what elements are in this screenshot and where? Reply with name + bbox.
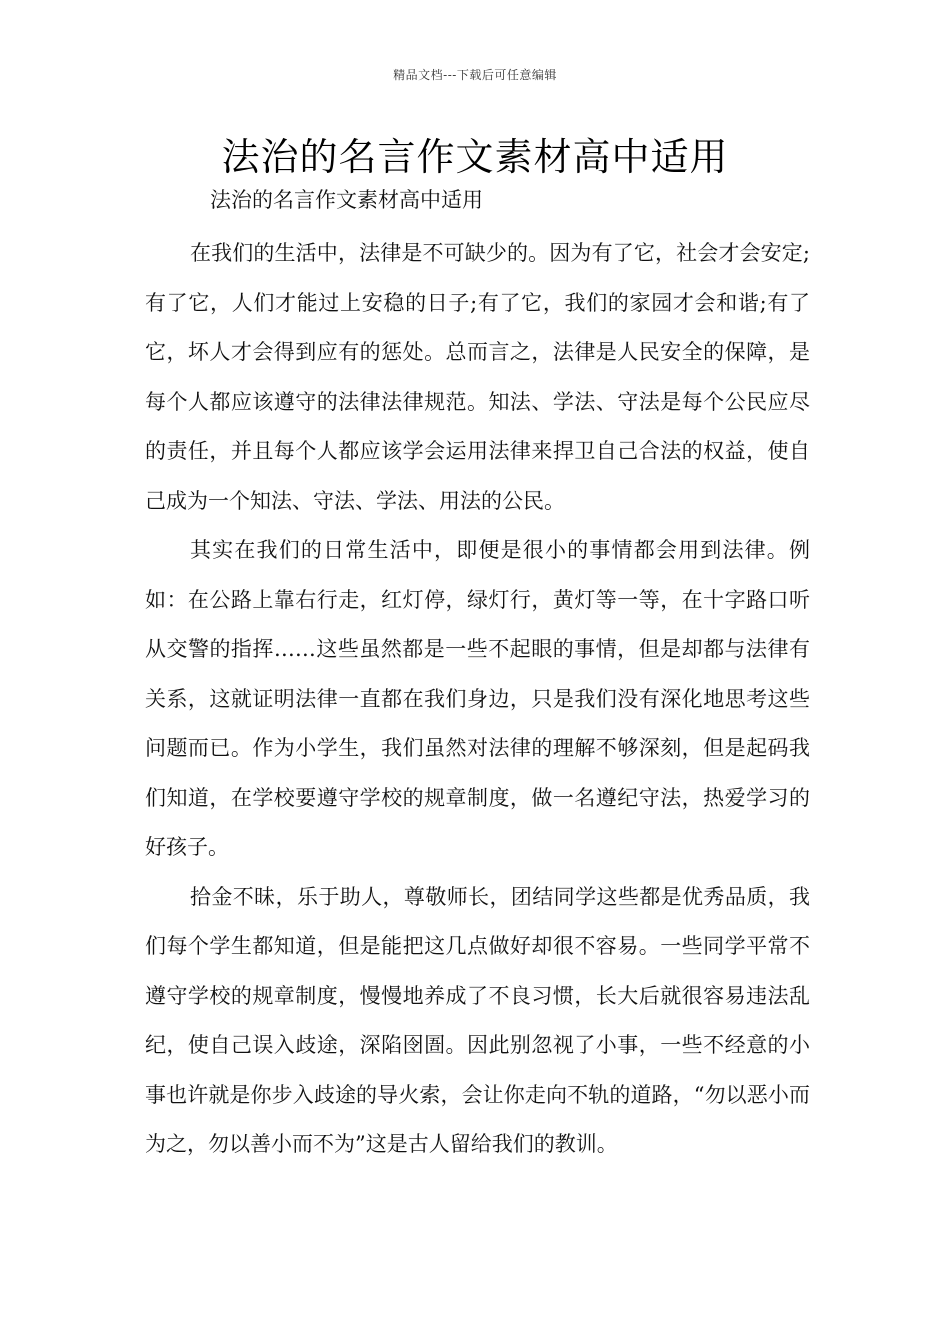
paragraph: 在我们的生活中，法律是不可缺少的。因为有了它，社会才会安定;有了它，人们才能过上安稳的日子;有了它，我们的家园才会和谐;有了它，坏人才会得到应有的惩处。总而言之，法律是人民安全的保障，是每个人都应该遵守的法律法律规范。知法、学法、守法是每个公民应尽的责任，并且每个人都应该学会运用法律来捍卫自己合法的权益，使自己成为一个知法、守法、学法、用法的公民。 [145, 241, 810, 513]
paragraph: 其实在我们的日常生活中，即便是很小的事情都会用到法律。例如：在公路上靠右行走，红灯停，绿灯行，黄灯等一等，在十字路口听从交警的指挥……这些虽然都是一些不起眼的事情，但是却都与法律有关系，这就证明法律一直都在我们身边，只是我们没有深化地思考这些问题而已。作为小学生，我们虽然对法律的理解不够深刻，但是起码我们知道，在学校要遵守学校的规章制度，做一名遵纪守法，热爱学习的好孩子。 [145, 538, 810, 859]
paragraph: 拾金不昧，乐于助人，尊敬师长，团结同学这些都是优秀品质，我们每个学生都知道，但是能把这几点做好却很不容易。一些同学平常不遵守学校的规章制度，慢慢地养成了不良习惯，长大后就很容易违法乱纪，使自己误入歧途，深陷囹圄。因此别忽视了小事，一些不经意的小事也许就是你步入歧途的导火索，会让你走向不轨的道路，“勿以恶小而为之，勿以善小而不为”这是古人留给我们的教训。 [145, 884, 810, 1156]
header-note: 精品文档---下载后可任意编辑 [393, 68, 557, 82]
document-body [145, 229, 810, 1170]
document-title: 法治的名言作文素材高中适用 [221, 135, 729, 179]
document-subtitle: 法治的名言作文素材高中适用 [210, 188, 483, 212]
